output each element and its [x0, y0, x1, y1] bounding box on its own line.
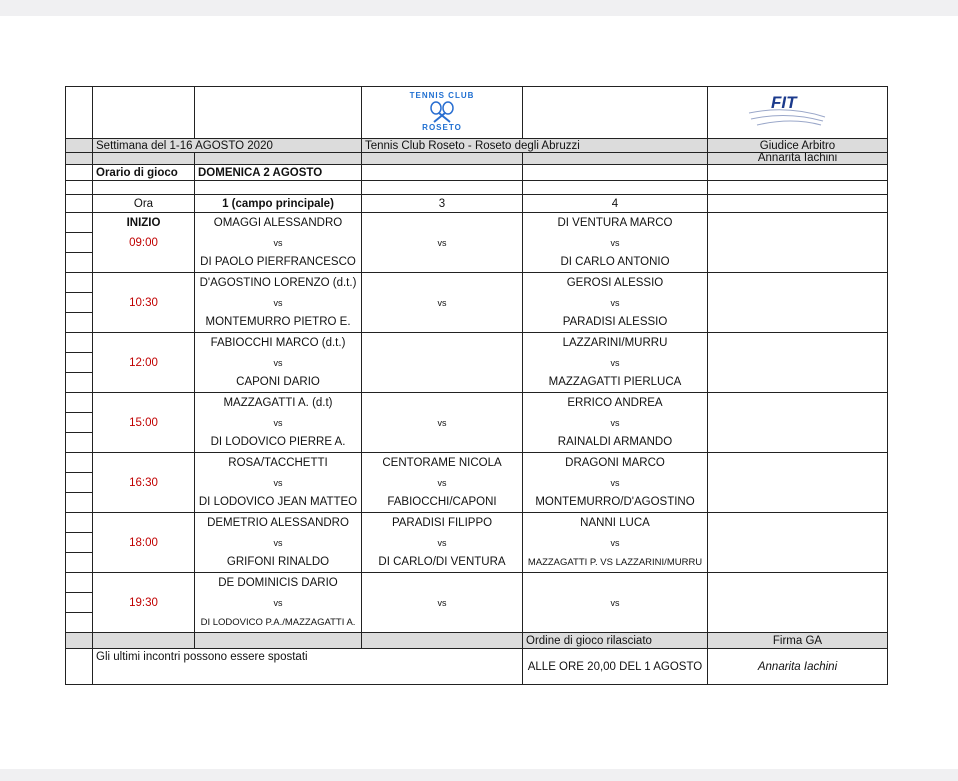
- notes-cell: [708, 333, 888, 353]
- signature-label: Firma GA: [708, 633, 888, 649]
- margin-cell: [66, 513, 93, 533]
- time-cell: [93, 333, 195, 353]
- margin-cell: [66, 553, 93, 573]
- spacer-row: [66, 181, 888, 195]
- player-name: DI LODOVICO PIERRE A.: [195, 433, 362, 453]
- player-name: MAZZAGATTI A. (d.t): [195, 393, 362, 413]
- time-cell: [93, 253, 195, 273]
- slot-row: [66, 553, 888, 573]
- notes-cell: [708, 353, 888, 373]
- column-header-row: [66, 195, 888, 213]
- notes-cell: [708, 313, 888, 333]
- tennis-club-logo: [362, 87, 523, 139]
- versus-label: vs: [362, 473, 523, 493]
- margin-cell: [66, 633, 93, 649]
- versus-label: vs: [195, 413, 362, 433]
- slot-row: [66, 433, 888, 453]
- time-cell: [93, 433, 195, 453]
- player-name: DI PAOLO PIERFRANCESCO: [195, 253, 362, 273]
- margin-cell: [66, 353, 93, 373]
- margin-cell: [66, 393, 93, 413]
- notes-cell: [708, 413, 888, 433]
- player-name: [362, 573, 523, 593]
- player-name: [362, 613, 523, 633]
- slot-row: [66, 613, 888, 633]
- logo-row: [66, 87, 888, 139]
- player-name: FABIOCCHI MARCO (d.t.): [195, 333, 362, 353]
- margin-cell: [66, 373, 93, 393]
- footer-label-row: [66, 633, 888, 649]
- slot-row: [66, 373, 888, 393]
- versus-label: vs: [362, 533, 523, 553]
- player-name: [362, 393, 523, 413]
- versus-label: vs: [523, 233, 708, 253]
- margin-cell: [66, 649, 93, 685]
- release-time: ALLE ORE 20,00 DEL 1 AGOSTO: [523, 649, 708, 685]
- margin-cell: [66, 533, 93, 553]
- time-cell: [93, 373, 195, 393]
- player-name: [362, 373, 523, 393]
- margin-cell: [66, 413, 93, 433]
- col-court4: 4: [523, 195, 708, 213]
- slot-row: [66, 393, 888, 413]
- margin-cell: [66, 573, 93, 593]
- player-name: [362, 353, 523, 373]
- order-label: Ordine di gioco rilasciato: [523, 633, 708, 649]
- player-name: [362, 273, 523, 293]
- time-cell: [93, 313, 195, 333]
- versus-label: vs: [195, 233, 362, 253]
- schedule-table: [65, 86, 888, 685]
- slot-row: [66, 313, 888, 333]
- versus-label: vs: [362, 293, 523, 313]
- player-name: MAZZAGATTI P. VS LAZZARINI/MURRU: [523, 553, 708, 573]
- player-name: PARADISI FILIPPO: [362, 513, 523, 533]
- slot-row: [66, 593, 888, 613]
- notes-cell: [708, 293, 888, 313]
- tennis-club-logo-text: TENNIS CLUB: [409, 90, 475, 100]
- slot-row: [66, 453, 888, 473]
- slot-time: 10:30: [93, 293, 195, 313]
- notes-cell: [708, 553, 888, 573]
- notes-cell: [708, 533, 888, 553]
- player-name: D'AGOSTINO LORENZO (d.t.): [195, 273, 362, 293]
- versus-label: vs: [523, 593, 708, 613]
- slot-row: [66, 253, 888, 273]
- player-name: FABIOCCHI/CAPONI: [362, 493, 523, 513]
- blank-cell: [195, 633, 362, 649]
- time-cell: [93, 553, 195, 573]
- fit-logo-text: FIT: [771, 92, 797, 112]
- player-name: MONTEMURRO/D'AGOSTINO: [523, 493, 708, 513]
- player-name: DI VENTURA MARCO: [523, 213, 708, 233]
- versus-label: vs: [523, 533, 708, 553]
- time-cell: [93, 493, 195, 513]
- time-cell: [93, 513, 195, 533]
- versus-label: vs: [195, 353, 362, 373]
- notes-cell: [708, 233, 888, 253]
- slot-time: 09:00: [93, 233, 195, 253]
- player-name: ROSA/TACCHETTI: [195, 453, 362, 473]
- col-court3: 3: [362, 195, 523, 213]
- slot-row: [66, 233, 888, 253]
- notes-cell: [708, 473, 888, 493]
- header-info-row: [66, 139, 888, 153]
- slot-row: [66, 473, 888, 493]
- slot-row: [66, 293, 888, 313]
- notes-cell: [708, 493, 888, 513]
- versus-label: vs: [523, 293, 708, 313]
- versus-label: vs: [523, 413, 708, 433]
- player-name: DI LODOVICO P.A./MAZZAGATTI A.: [195, 613, 362, 633]
- schedule-day-row: [66, 165, 888, 181]
- player-name: NANNI LUCA: [523, 513, 708, 533]
- margin-cell: [66, 233, 93, 253]
- col-court1: 1 (campo principale): [195, 195, 362, 213]
- player-name: DI LODOVICO JEAN MATTEO: [195, 493, 362, 513]
- notes-cell: [708, 453, 888, 473]
- player-name: PARADISI ALESSIO: [523, 313, 708, 333]
- slot-row: [66, 213, 888, 233]
- player-name: [362, 313, 523, 333]
- notes-cell: [708, 513, 888, 533]
- player-name: ERRICO ANDREA: [523, 393, 708, 413]
- player-name: [362, 253, 523, 273]
- player-name: [523, 613, 708, 633]
- versus-label: vs: [362, 413, 523, 433]
- notes-cell: [708, 613, 888, 633]
- slot-time: 15:00: [93, 413, 195, 433]
- player-name: MAZZAGATTI PIERLUCA: [523, 373, 708, 393]
- margin-cell: [66, 613, 93, 633]
- margin-cell: [66, 293, 93, 313]
- notes-cell: [708, 433, 888, 453]
- versus-label: vs: [195, 293, 362, 313]
- player-name: LAZZARINI/MURRU: [523, 333, 708, 353]
- schedule-label: Orario di gioco: [93, 165, 195, 181]
- blank-cell: [93, 633, 195, 649]
- document-page: [0, 16, 958, 769]
- slot-time: 12:00: [93, 353, 195, 373]
- margin-cell: [66, 333, 93, 353]
- slot-row: [66, 273, 888, 293]
- referee-role: Giudice Arbitro: [708, 139, 888, 153]
- blank-cell: [362, 633, 523, 649]
- player-name: DE DOMINICIS DARIO: [195, 573, 362, 593]
- week-label: Settimana del 1-16 AGOSTO 2020: [93, 139, 362, 153]
- time-cell: [93, 613, 195, 633]
- slot-time: 16:30: [93, 473, 195, 493]
- player-name: DI CARLO ANTONIO: [523, 253, 708, 273]
- slot-row: [66, 493, 888, 513]
- slot-row: [66, 573, 888, 593]
- versus-label: vs: [523, 473, 708, 493]
- player-name: GRIFONI RINALDO: [195, 553, 362, 573]
- margin-cell: [66, 493, 93, 513]
- margin-cell: [66, 433, 93, 453]
- slot-row: [66, 333, 888, 353]
- player-name: DI CARLO/DI VENTURA: [362, 553, 523, 573]
- margin-cell: [66, 273, 93, 293]
- notes-cell: [708, 213, 888, 233]
- slot-row: [66, 413, 888, 433]
- time-cell: [93, 393, 195, 413]
- versus-label: vs: [523, 353, 708, 373]
- slot-row: [66, 353, 888, 373]
- notes-cell: [708, 573, 888, 593]
- player-name: [523, 573, 708, 593]
- tennis-club-logo-name: ROSETO: [422, 122, 462, 132]
- footer-row: [66, 649, 888, 685]
- margin-cell: [66, 213, 93, 233]
- player-name: OMAGGI ALESSANDRO: [195, 213, 362, 233]
- col-time: Ora: [93, 195, 195, 213]
- player-name: [362, 333, 523, 353]
- margin-cell: [66, 253, 93, 273]
- player-name: DRAGONI MARCO: [523, 453, 708, 473]
- player-name: DEMETRIO ALESSANDRO: [195, 513, 362, 533]
- margin-cell: [66, 473, 93, 493]
- slot-row: [66, 513, 888, 533]
- margin-cell: [66, 453, 93, 473]
- slot-time: 19:30: [93, 593, 195, 613]
- player-name: CAPONI DARIO: [195, 373, 362, 393]
- margin-cell: [66, 313, 93, 333]
- schedule-day: DOMENICA 2 AGOSTO: [195, 165, 362, 181]
- player-name: [362, 213, 523, 233]
- versus-label: vs: [362, 233, 523, 253]
- time-cell: [93, 573, 195, 593]
- versus-label: vs: [195, 473, 362, 493]
- time-cell: [93, 453, 195, 473]
- player-name: [362, 433, 523, 453]
- start-label: INIZIO: [93, 213, 195, 233]
- versus-label: vs: [195, 593, 362, 613]
- notes-cell: [708, 253, 888, 273]
- player-name: GEROSI ALESSIO: [523, 273, 708, 293]
- slot-time: 18:00: [93, 533, 195, 553]
- slot-row: [66, 533, 888, 553]
- player-name: CENTORAME NICOLA: [362, 453, 523, 473]
- fit-logo: [708, 87, 888, 139]
- referee-row: [66, 153, 888, 165]
- referee-name: Annarita Iachini: [708, 153, 888, 165]
- club-label: Tennis Club Roseto - Roseto degli Abruzzi: [362, 139, 708, 153]
- crossed-rackets-icon: [428, 101, 456, 123]
- notes-cell: [708, 273, 888, 293]
- margin-cell: [66, 593, 93, 613]
- note-text: Gli ultimi incontri possono essere spostati: [93, 649, 523, 685]
- notes-cell: [708, 593, 888, 613]
- notes-cell: [708, 393, 888, 413]
- versus-label: vs: [195, 533, 362, 553]
- player-name: MONTEMURRO PIETRO E.: [195, 313, 362, 333]
- time-cell: [93, 273, 195, 293]
- referee-signature: Annarita Iachini: [708, 649, 888, 685]
- versus-label: vs: [362, 593, 523, 613]
- fit-swoosh-icon: [747, 107, 827, 127]
- player-name: RAINALDI ARMANDO: [523, 433, 708, 453]
- notes-cell: [708, 373, 888, 393]
